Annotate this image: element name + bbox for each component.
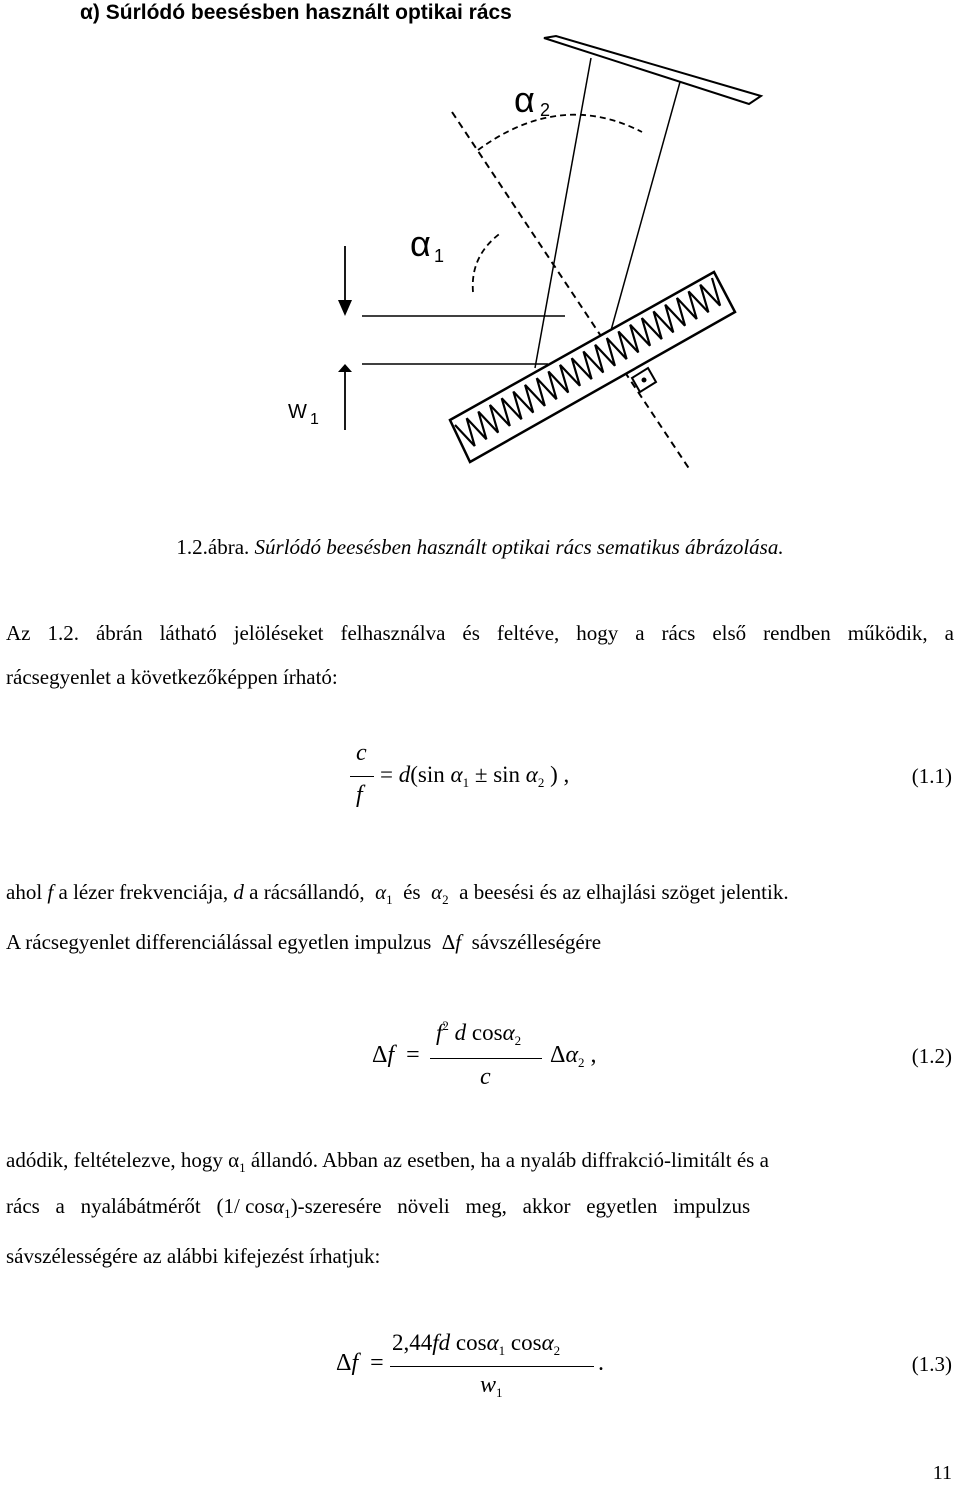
pivot-dot [642,378,647,383]
eq3-den-w: w [480,1372,497,1398]
figure-caption [0,535,960,560]
p4-l2-text-1: rács a nyalábátmérőt (1/ cos [6,1194,274,1218]
eq2-delta-sub2: 2 [578,1055,585,1070]
eq3-alpha-2: α [541,1330,554,1355]
eq2-delta-alpha [550,1042,597,1069]
p4-l2-sub: 1 [284,1206,291,1221]
eq1-fraction-line [350,776,374,777]
page-number: 11 [932,1462,952,1484]
section-heading: α) Súrlódó beesésben használt optikai rács [80,1,512,24]
paragraph-2 [6,872,954,915]
p4-l1-text-1: adódik, feltételezve, hogy α [6,1148,240,1172]
equation-1-3 [0,1330,960,1410]
eq1-open: (sin [410,762,445,787]
eq2-number: (1.2) [911,1044,952,1068]
eq2-sub2: 2 [514,1033,522,1048]
paragraph-4-line-3: sávszélességére az alábbi kifejezést írhatjuk: [6,1244,381,1268]
eq3-sub2: 2 [553,1343,561,1358]
p3-f: f [455,930,462,954]
eq2-lhs-f: f [387,1042,395,1068]
p4-l1-sub: 1 [239,1160,246,1175]
eq3-cos-2: cos [510,1330,542,1355]
eq3-sub1: 1 [498,1343,506,1358]
p2-d: d [233,880,244,904]
alpha1-label-sub: 1 [434,246,445,266]
eq1-d: d [398,762,411,787]
paragraph-4-line-1 [6,1140,954,1183]
eq1-close: ) [550,762,558,787]
eq3-lhs [336,1350,384,1377]
alpha2-label: α [514,79,535,120]
paragraph-1-line-1: Az 1.2. ábrán látható jelöléseket felhasználva és feltéve, hogy a rács első rendben működik, a [6,621,954,645]
eq2-numerator [436,1020,521,1046]
grating-diagram [0,0,960,530]
eq1-equals: = [380,762,393,787]
eq2-alpha: α [502,1020,515,1045]
eq1-alpha1: α [450,762,463,787]
eq2-num-d: d [454,1020,467,1045]
paragraph-4-line-2 [6,1186,954,1229]
p2-es: és [403,880,421,904]
eq3-lhs-delta: Δ [336,1350,352,1376]
p4-l2-alpha: α [273,1194,285,1218]
eq2-cos: cos [471,1020,503,1045]
w1-label: W [288,401,307,423]
p2-text-3: a rácsállandó, [249,880,365,904]
eq1-denominator: f [356,782,363,808]
eq3-period: . [598,1350,604,1376]
p2-text-1: ahol [6,880,43,904]
p2-sub1: 1 [386,892,393,907]
eq2-equals: = [406,1042,420,1068]
p2-sub2: 2 [442,892,449,907]
p3-text-1: A rácsegyenlet differenciálással egyetlen impulzus [6,930,432,954]
p4-l2-text-2: )-szeresére növeli meg, akkor egyetlen impulzus [290,1194,751,1218]
caption-text: Súrlódó beesésben használt optikai rács sematikus ábrázolása. [254,535,784,559]
eq3-coef: 2,44 [392,1330,433,1355]
eq3-denominator [480,1372,503,1399]
p3-delta: Δ [441,930,456,954]
eq2-lhs [372,1042,420,1069]
eq1-rhs [380,762,569,788]
top-mirror [544,36,761,104]
eq3-numerator [392,1330,560,1356]
eq2-denominator: c [480,1064,491,1090]
eq1-sin: sin [493,762,521,787]
eq2-delta-alpha-symbol: α [565,1042,579,1068]
p2-alpha2: α [431,880,443,904]
alpha1-arc [473,232,502,292]
eq3-cos-1: cos [455,1330,487,1355]
eq2-comma: , [590,1042,597,1068]
eq3-equals: = [370,1350,384,1376]
alpha1-label: α [410,223,431,264]
p2-f: f [47,880,54,904]
eq3-fraction-line [390,1366,594,1367]
eq1-sub2: 2 [537,775,545,790]
paragraph-1-line-2: rácsegyenlet a következőképpen írható: [6,665,338,689]
eq3-den-sub: 1 [496,1385,503,1400]
eq2-fraction-line [430,1058,542,1059]
caption-number: 1.2.ábra. [176,535,250,559]
eq1-comma: , [563,762,570,787]
eq1-alpha2: α [525,762,538,787]
equation-1-1 [0,740,960,830]
eq3-fd: fd [432,1330,451,1355]
paragraph-3 [6,922,954,962]
p2-text-4: a beesési és az elhajlási szöget jelentik. [459,880,789,904]
eq2-delta: Δ [550,1042,566,1068]
eq2-num-f: f [436,1020,443,1045]
alpha2-arc [478,115,642,150]
eq1-number: (1.1) [911,764,952,788]
eq2-lhs-delta: Δ [372,1042,388,1068]
w1-label-sub: 1 [310,411,319,428]
equation-1-2 [0,1020,960,1100]
eq3-lhs-f: f [351,1350,359,1376]
eq1-pm: ± [474,762,488,787]
p3-text-2: sávszélleségére [471,930,602,954]
p4-l1-text-2: állandó. Abban az esetben, ha a nyaláb diffrakció-limitált és a [250,1148,769,1172]
eq1-sub1: 1 [462,775,470,790]
incident-arrowhead-bottom [338,364,352,372]
p2-alpha1: α [375,880,387,904]
incident-arrowhead-top [338,300,352,316]
p2-text-2: a lézer frekvenciája, [58,880,229,904]
eq1-numerator: c [356,740,367,766]
eq2-sup2: 2 [442,1018,449,1033]
alpha2-label-sub: 2 [540,100,551,120]
eq3-alpha-1: α [486,1330,499,1355]
eq3-number: (1.3) [911,1352,952,1376]
